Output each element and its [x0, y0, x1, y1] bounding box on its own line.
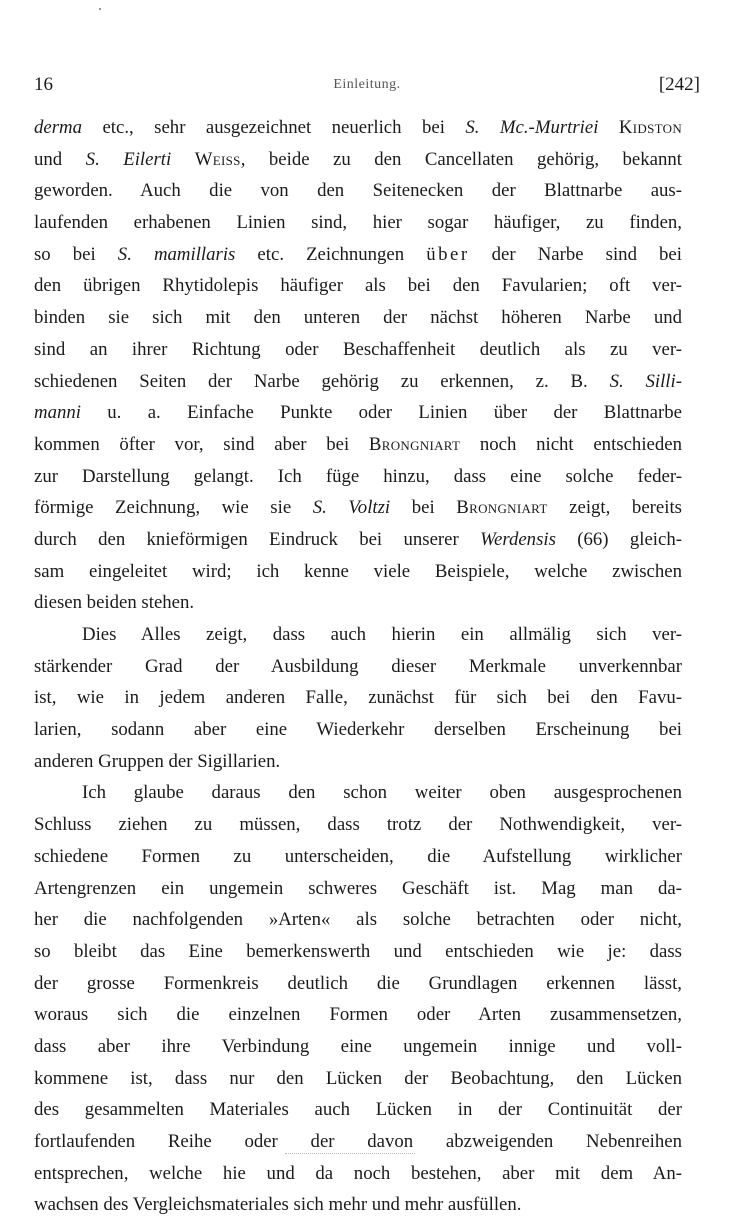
- text-line: [34, 1189, 682, 1221]
- text-run: larien, sodann aber eine Wiederkehr derselben Erscheinung bei: [34, 719, 682, 741]
- text-run: Schluss ziehen zu müssen, dass trotz der Nothwendigkeit, ver-: [34, 814, 682, 836]
- text-run: Dies Alles zeigt, dass auch hierin ein allmälig sich ver-: [82, 624, 682, 645]
- text-line: [34, 144, 682, 176]
- italic-text: S. Eilerti: [85, 148, 172, 170]
- text-line: [34, 999, 682, 1031]
- text-run: der Narbe sind bei: [469, 243, 682, 265]
- text-run: etc. Zeichnungen: [235, 243, 427, 265]
- text-run: [171, 149, 195, 170]
- text-line: [34, 968, 682, 1000]
- section-title: Einleitung.: [333, 77, 401, 92]
- text-run: so bleibt das Eine bemerkenswerth und entschieden wie je: dass: [34, 940, 682, 962]
- text-line: [34, 587, 682, 619]
- text-line: [34, 1094, 682, 1126]
- running-head: [34, 74, 700, 100]
- text-run: (66) gleich-: [555, 528, 682, 550]
- text-line: [34, 809, 682, 841]
- text-line: [34, 1031, 682, 1063]
- text-line: [34, 1158, 682, 1190]
- italic-text: S. Silli-: [609, 370, 682, 392]
- text-line: [34, 936, 682, 968]
- italic-text: derma: [34, 117, 82, 138]
- spaced-text: über: [426, 243, 470, 265]
- print-speck: [99, 8, 101, 10]
- text-line: [34, 366, 682, 398]
- text-run: sind an ihrer Richtung oder Beschaffenheit deutlich als zu ver-: [34, 338, 682, 360]
- text-line: [34, 619, 682, 651]
- text-run: Ich glaube daraus den schon weiter oben ausgesprochenen: [82, 782, 682, 804]
- text-run: stärkender Grad der Ausbildung dieser Merkmale unverkennbar: [34, 655, 682, 677]
- text-run: sam eingeleitet wird; ich kenne viele Beispiele, welche zwischen: [34, 560, 682, 582]
- text-run: her die nachfolgenden »Arten« als solche betrachten oder nicht,: [34, 909, 682, 931]
- italic-text: S. Voltzi: [312, 497, 391, 519]
- text-run: anderen Gruppen der Sigillarien.: [34, 750, 281, 772]
- text-line: [34, 746, 682, 778]
- text-run: dass aber ihre Verbindung eine ungemein innige und voll-: [34, 1035, 682, 1057]
- text-line: [34, 492, 682, 524]
- text-line: [34, 841, 682, 873]
- text-run: zur Darstellung gelangt. Ich füge hinzu, dass eine solche feder-: [34, 465, 682, 487]
- text-line: [34, 175, 682, 207]
- text-line: [34, 112, 682, 144]
- text-line: [34, 682, 682, 714]
- text-line: [34, 524, 682, 556]
- text-run: kommen öfter vor, sind aber bei: [34, 433, 369, 455]
- text-run: fortlaufenden Reihe oder der davon abzweigenden Nebenreihen: [34, 1131, 682, 1152]
- text-run: kommene ist, dass nur den Lücken der Beobachtung, den Lücken: [34, 1067, 682, 1089]
- text-run: ist, wie in jedem anderen Falle, zunächst für sich bei den Favu-: [34, 687, 682, 709]
- text-run: der grosse Formenkreis deutlich die Grundlagen erkennen lässt,: [34, 972, 682, 994]
- italic-text: Werdensis: [480, 528, 556, 550]
- text-run: bei: [390, 497, 457, 519]
- text-run: zeigt, bereits: [547, 497, 682, 519]
- text-run: woraus sich die einzelnen Formen oder Arten zusammensetzen,: [34, 1004, 682, 1026]
- text-line: [34, 207, 682, 239]
- text-run: und: [34, 148, 86, 170]
- text-run: den übrigen Rhytidolepis häufiger als bei den Favularien; oft ver-: [34, 275, 682, 297]
- text-run: durch den knieförmigen Eindruck bei unserer: [34, 528, 481, 550]
- text-line: [34, 556, 682, 588]
- text-line: [34, 714, 682, 746]
- italic-text: manni: [34, 402, 81, 424]
- body-text: [34, 112, 682, 1221]
- small-caps-name: Weiss: [194, 148, 241, 170]
- text-run: schiedene Formen zu unterscheiden, die Aufstellung wirklicher: [34, 845, 682, 867]
- text-run: schiedenen Seiten der Narbe gehörig zu erkennen, z. B.: [34, 370, 610, 392]
- text-line: [34, 302, 682, 334]
- text-line: [34, 461, 682, 493]
- text-run: laufenden erhabenen Linien sind, hier sogar häufiger, zu finden,: [34, 212, 682, 234]
- text-run: des gesammelten Materiales auch Lücken in der Continuität der: [34, 1099, 682, 1121]
- small-caps-name: Brongniart: [368, 433, 461, 455]
- text-run: entsprechen, welche hie und da noch bestehen, aber mit dem An-: [34, 1162, 682, 1184]
- italic-text: S. mamillaris: [117, 243, 236, 265]
- text-run: [598, 117, 618, 138]
- text-run: , beide zu den Cancellaten gehörig, bekannt: [240, 148, 682, 170]
- text-run: noch nicht entschieden: [460, 433, 682, 455]
- text-line: [34, 239, 682, 271]
- text-run: u. a. Einfache Punkte oder Linien über der Blattnarbe: [80, 402, 682, 424]
- text-line: [34, 904, 682, 936]
- text-line: [34, 873, 682, 905]
- folio-number: [242]: [658, 74, 700, 95]
- text-run: wachsen des Vergleichsmateriales sich mehr und mehr ausfüllen.: [34, 1194, 522, 1216]
- text-run: binden sie sich mit den unteren der nächst höheren Narbe und: [34, 307, 682, 329]
- text-line: [34, 429, 682, 461]
- small-caps-name: Brongniart: [456, 497, 548, 519]
- text-run: förmige Zeichnung, wie sie: [34, 497, 313, 519]
- footer-rule: [285, 1153, 415, 1154]
- text-run: so bei: [34, 243, 118, 265]
- small-caps-name: Kidston: [618, 117, 682, 138]
- text-line: [34, 334, 682, 366]
- text-line: [34, 270, 682, 302]
- text-line: [34, 777, 682, 809]
- italic-text: S. Mc.-Murtriei: [465, 117, 599, 138]
- page-number: 16: [34, 74, 53, 95]
- text-line: [34, 397, 682, 429]
- text-run: geworden. Auch die von den Seitenecken der Blattnarbe aus-: [34, 180, 682, 202]
- text-line: [34, 651, 682, 683]
- text-run: etc., sehr ausgezeichnet neuerlich bei: [82, 117, 466, 138]
- text-run: Artengrenzen ein ungemein schweres Geschäft ist. Mag man da-: [34, 877, 682, 899]
- text-run: diesen beiden stehen.: [34, 592, 195, 614]
- text-line: [34, 1063, 682, 1095]
